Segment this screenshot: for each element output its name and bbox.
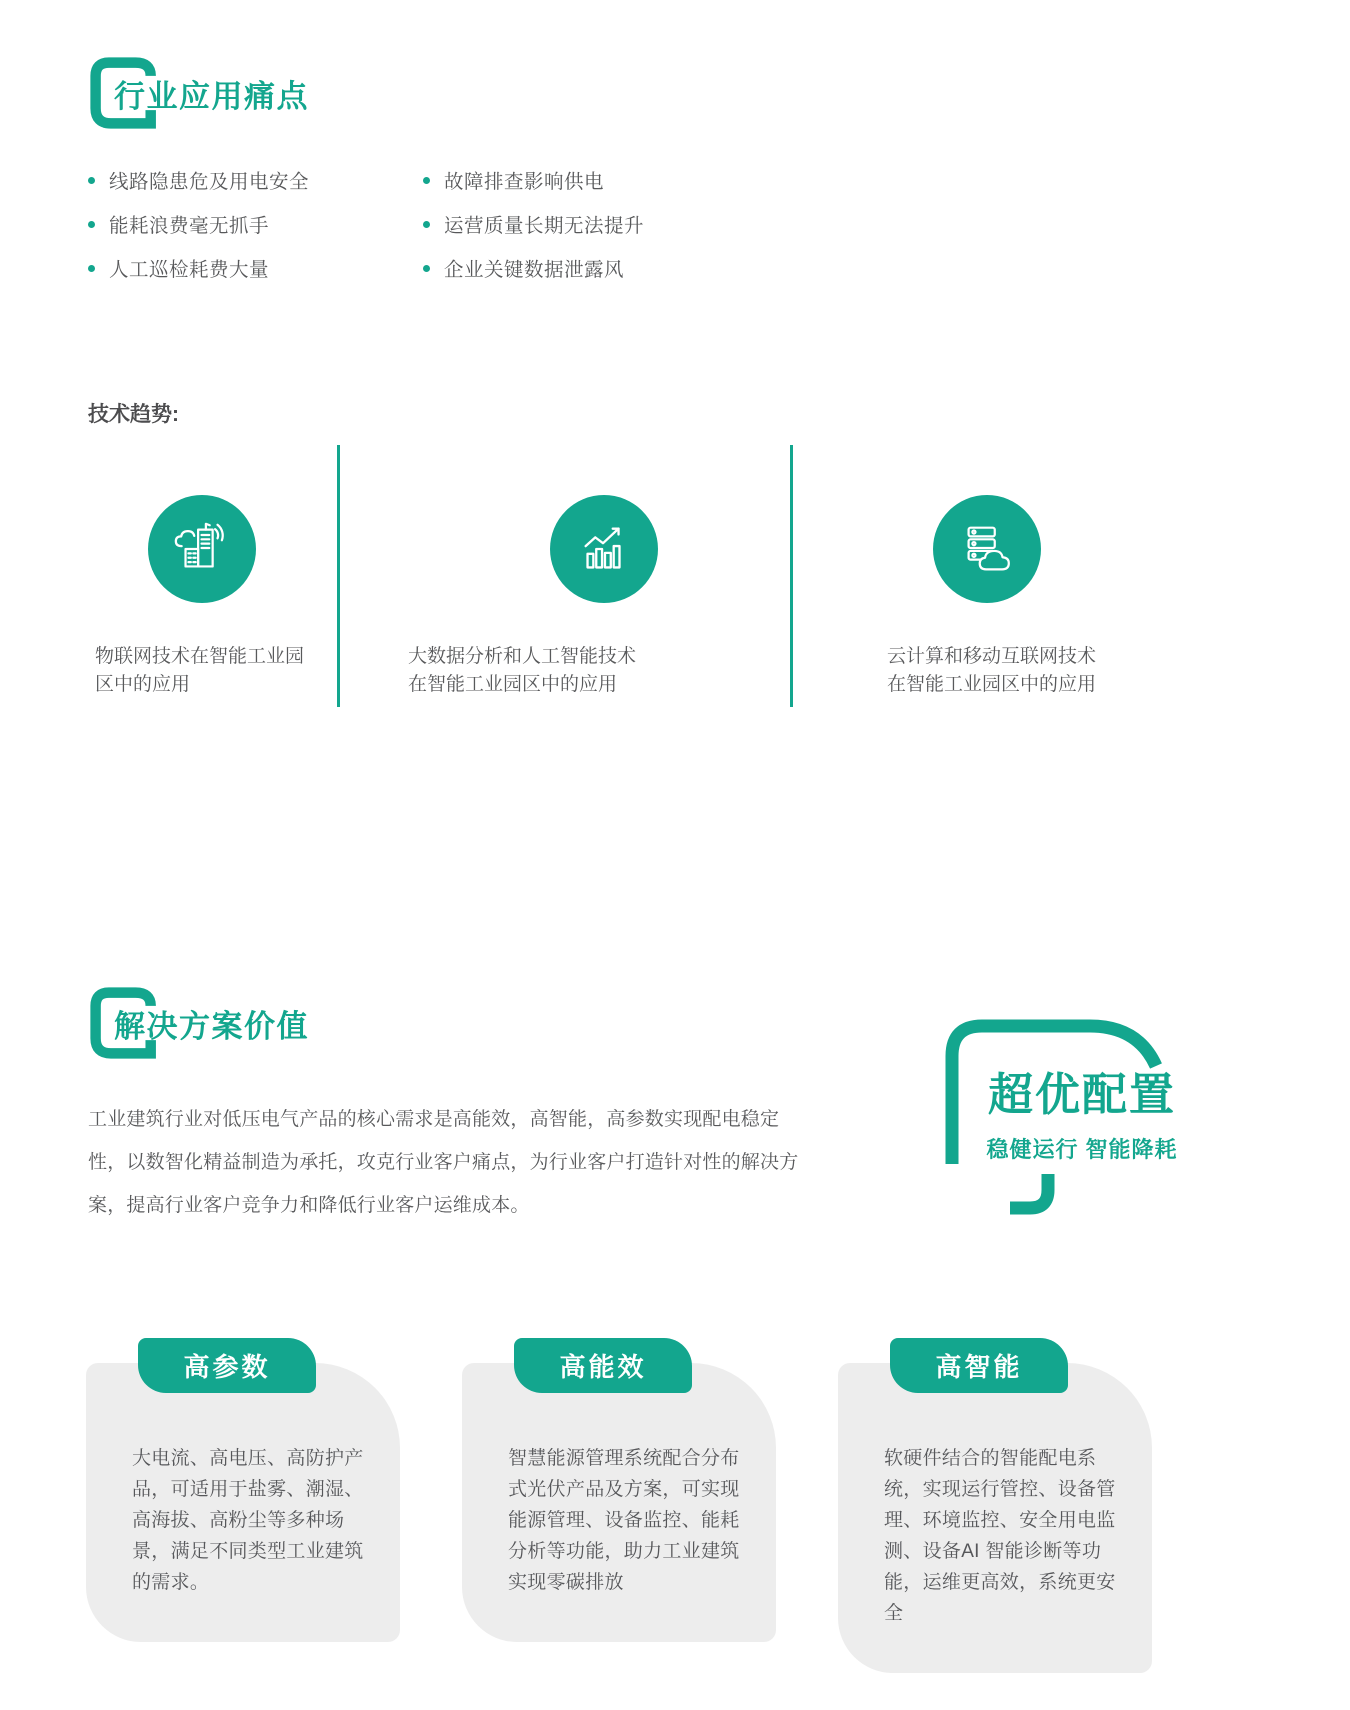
pain-item	[423, 166, 644, 194]
card-body: 大电流、高电压、高防护产品，可适用于盐雾、潮湿、高海拔、高粉尘等多种场景，满足不同类型工业建筑的需求。	[86, 1363, 400, 1642]
pain-item	[88, 166, 423, 194]
tech-trends-row	[70, 445, 1280, 707]
trend-caption	[408, 643, 636, 699]
highlight-box	[938, 1012, 1198, 1217]
pain-item-text: 人工巡检耗费大量	[109, 259, 270, 281]
bullet-dot-icon	[423, 177, 430, 184]
tech-trends-label: 技术趋势:	[88, 403, 179, 426]
bullet-dot-icon	[88, 177, 95, 184]
trend-caption-line: 云计算和移动互联网技术	[887, 646, 1097, 667]
trend-circle	[148, 495, 256, 603]
card-high-intelligence	[838, 1338, 1152, 1673]
card-tab: 高能效	[514, 1338, 692, 1393]
card-body: 软硬件结合的智能配电系统，实现运行管控、设备管理、环境监控、安全用电监测、设备AI 智能诊断等功能，运维更高效，系统更安全	[838, 1363, 1152, 1673]
trend-caption-line: 区中的应用	[95, 674, 191, 695]
big-data-ai-icon	[573, 518, 635, 580]
trend-caption-line: 大数据分析和人工智能技术	[408, 646, 637, 667]
card-tab: 高智能	[890, 1338, 1068, 1393]
highlight-text	[976, 1058, 1188, 1164]
bullet-dot-icon	[88, 221, 95, 228]
highlight-subtitle: 稳健运行 智能降耗	[986, 1137, 1178, 1162]
cloud-computing-icon	[956, 518, 1018, 580]
bullet-dot-icon	[88, 265, 95, 272]
card-high-parameter	[86, 1338, 400, 1642]
card-body: 智慧能源管理系统配合分布式光伏产品及方案，可实现能源管理、设备监控、能耗分析等功能，助力工业建筑实现零碳排放	[462, 1363, 776, 1642]
pain-item	[88, 210, 423, 238]
pain-item-text: 能耗浪费毫无抓手	[109, 215, 270, 237]
card-tab: 高参数	[138, 1338, 316, 1393]
trend-item-bigdata	[340, 445, 793, 707]
card-high-efficiency	[462, 1338, 776, 1642]
value-cards	[86, 1338, 1152, 1673]
trend-item-iot	[70, 445, 340, 707]
pain-item-text: 故障排查影响供电	[444, 171, 605, 193]
trend-caption-line: 在智能工业园区中的应用	[887, 674, 1097, 695]
pain-item	[423, 210, 644, 238]
trend-item-cloud	[793, 445, 1280, 707]
highlight-title: 超优配置	[987, 1069, 1176, 1120]
trend-caption-line: 在智能工业园区中的应用	[408, 674, 618, 695]
trend-caption	[887, 643, 1096, 699]
bullet-dot-icon	[423, 265, 430, 272]
pain-section-heading: 行业应用痛点	[114, 78, 309, 114]
solution-section-title	[88, 985, 309, 1061]
trend-circle	[550, 495, 658, 603]
solution-section-heading: 解决方案价值	[114, 1008, 309, 1044]
pain-item-text: 运营质量长期无法提升	[444, 215, 645, 237]
iot-smart-park-icon	[171, 518, 233, 580]
trend-circle	[933, 495, 1041, 603]
pain-item	[88, 254, 423, 282]
solution-paragraph: 工业建筑行业对低压电气产品的核心需求是高能效，高智能，高参数实现配电稳定性，以数智化精益制造为承托，攻克行业客户痛点，为行业客户打造针对性的解决方案，提高行业客户竞争力和降低行业客户运维成本。	[88, 1109, 799, 1216]
pain-section-title	[88, 55, 309, 131]
trend-caption	[95, 643, 304, 699]
pain-item-text: 企业关键数据泄露风	[444, 259, 625, 281]
pain-points-list	[88, 158, 644, 290]
pain-item-text: 线路隐患危及用电安全	[109, 171, 310, 193]
pain-item	[423, 254, 644, 282]
bullet-dot-icon	[423, 221, 430, 228]
trend-caption-line: 物联网技术在智能工业园	[95, 646, 305, 667]
